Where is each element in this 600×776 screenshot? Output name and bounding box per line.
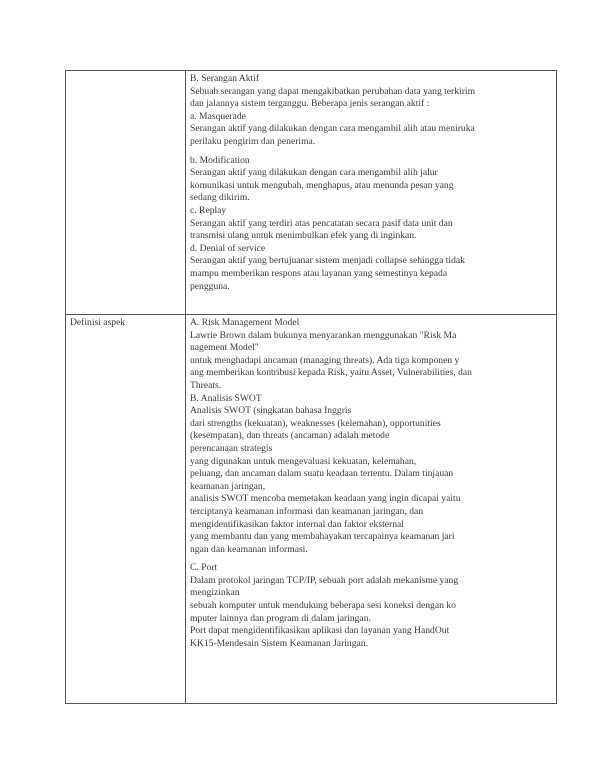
row-label-cell: [66, 71, 186, 315]
text-line: Threats.: [190, 379, 222, 391]
text-line: ngan dan keamanan informasi.: [190, 543, 308, 555]
text-line: c. Replay: [190, 204, 227, 216]
row-content-cell: [186, 71, 557, 315]
text-line: Analisis SWOT (singkatan bahasa Inggris: [190, 405, 352, 417]
text-line: b. Modification: [190, 154, 250, 166]
text-line: yang membantu dan yang membahayakan tercapainya keamanan jari: [190, 531, 455, 543]
text-line: Serangan aktif yang dilakukan dengan cara mengambil alih jalur: [190, 167, 438, 179]
table-row-serangan-aktif: [66, 71, 557, 315]
text-line: KK15-Mendesain Sistem Keamanan Jaringan.: [190, 637, 368, 649]
text-line: dari strengths (kekuatan), weaknesses (kelemahan), opportunities: [190, 417, 441, 429]
text-line: Dalam protokol jaringan TCP/IP, sebuah port adalah mekanisme yang: [190, 574, 459, 586]
text-line: mampu memberikan respons atau layanan yang semestinya kepada: [190, 267, 448, 279]
text-line: dan jalannya sistem terganggu. Beberapa jenis serangan aktif :: [190, 98, 430, 110]
row-label-cell: Definisi aspek: [66, 315, 186, 704]
text-line: (kesempatan), dan threats (ancaman) adalah metode: [190, 430, 390, 442]
text-line: komunikasi untuk mengubah, menghapus, atau menunda pesan yang: [190, 179, 454, 191]
content-table: [65, 70, 557, 704]
text-line: yang digunakan untuk mengevaluasi kekuatan, kelemahan,: [190, 455, 417, 467]
text-line: B. Analisis SWOT: [190, 392, 262, 404]
text-line: sebuah komputer untuk mendukung beberapa sesi koneksi dengan ko: [190, 600, 456, 612]
text-line: A. Risk Management Model: [190, 317, 300, 328]
text-line: terciptanya keamanan informasi dan keamanan jaringan, dan: [190, 505, 424, 517]
text-line: mputer lainnya dan program di dalam jaringan.: [190, 612, 371, 624]
text-line: Lawrie Brown dalam bukunya menyarankan menggunakan "Risk Ma: [190, 329, 457, 341]
row-content-cell: [186, 315, 557, 704]
text-line: keamanan jaringan,: [190, 480, 266, 492]
text-line: untuk menghadapi ancaman (managing threats). Ada tiga komponen y: [190, 354, 460, 366]
text-line: sedang dikirim.: [190, 192, 250, 204]
text-line: ang memberikan kontribusi kepada Risk, yaitu Asset, Vulnerabilities, dan: [190, 367, 472, 379]
text-line: B. Serangan Aktif: [190, 73, 260, 84]
text-line: peluang, dan ancaman dalam suatu keadaan tertentu. Dalam tinjauan: [190, 468, 454, 480]
table-row-definisi-aspek: [66, 315, 557, 704]
text-line: nagement Model": [190, 342, 259, 354]
text-line: Serangan aktif yang dilakukan dengan cara mengambil alih atau meniruka: [190, 123, 475, 135]
text-line: mengizinkan: [190, 587, 240, 599]
text-line: a. Masquerade: [190, 110, 246, 122]
definisi-aspek-text: [190, 317, 552, 650]
text-line: mengidentifikasikan faktor internal dan faktor eksternal: [190, 518, 404, 530]
serangan-aktif-text: [190, 73, 552, 293]
text-line: Sebuah serangan yang dapat mengakibatkan perubahan data yang terkirim: [190, 85, 476, 97]
text-line: Port dapat mengidentifikasikan aplikasi dan layanan yang HandOut: [190, 625, 450, 637]
text-line: perencanaan strategis: [190, 442, 273, 454]
text-line: pengguna.: [190, 280, 230, 292]
text-line: transmisi ulang untuk menimbulkan efek yang di inginkan.: [190, 230, 417, 242]
text-line: analisis SWOT mencoba memetakan keadaan yang ingin dicapai yaitu: [190, 493, 461, 505]
text-line: Serangan aktif yang terdiri atas pencatatan secara pasif data unit dan: [190, 217, 453, 229]
text-line: C. Port: [190, 562, 218, 574]
text-line: d. Denial of service: [190, 242, 266, 254]
text-line: Serangan aktif yang bertujuanar sistem menjadi collapse sehingga tidak: [190, 255, 465, 267]
text-line: perilaku pengirim dan penerima.: [190, 135, 316, 147]
